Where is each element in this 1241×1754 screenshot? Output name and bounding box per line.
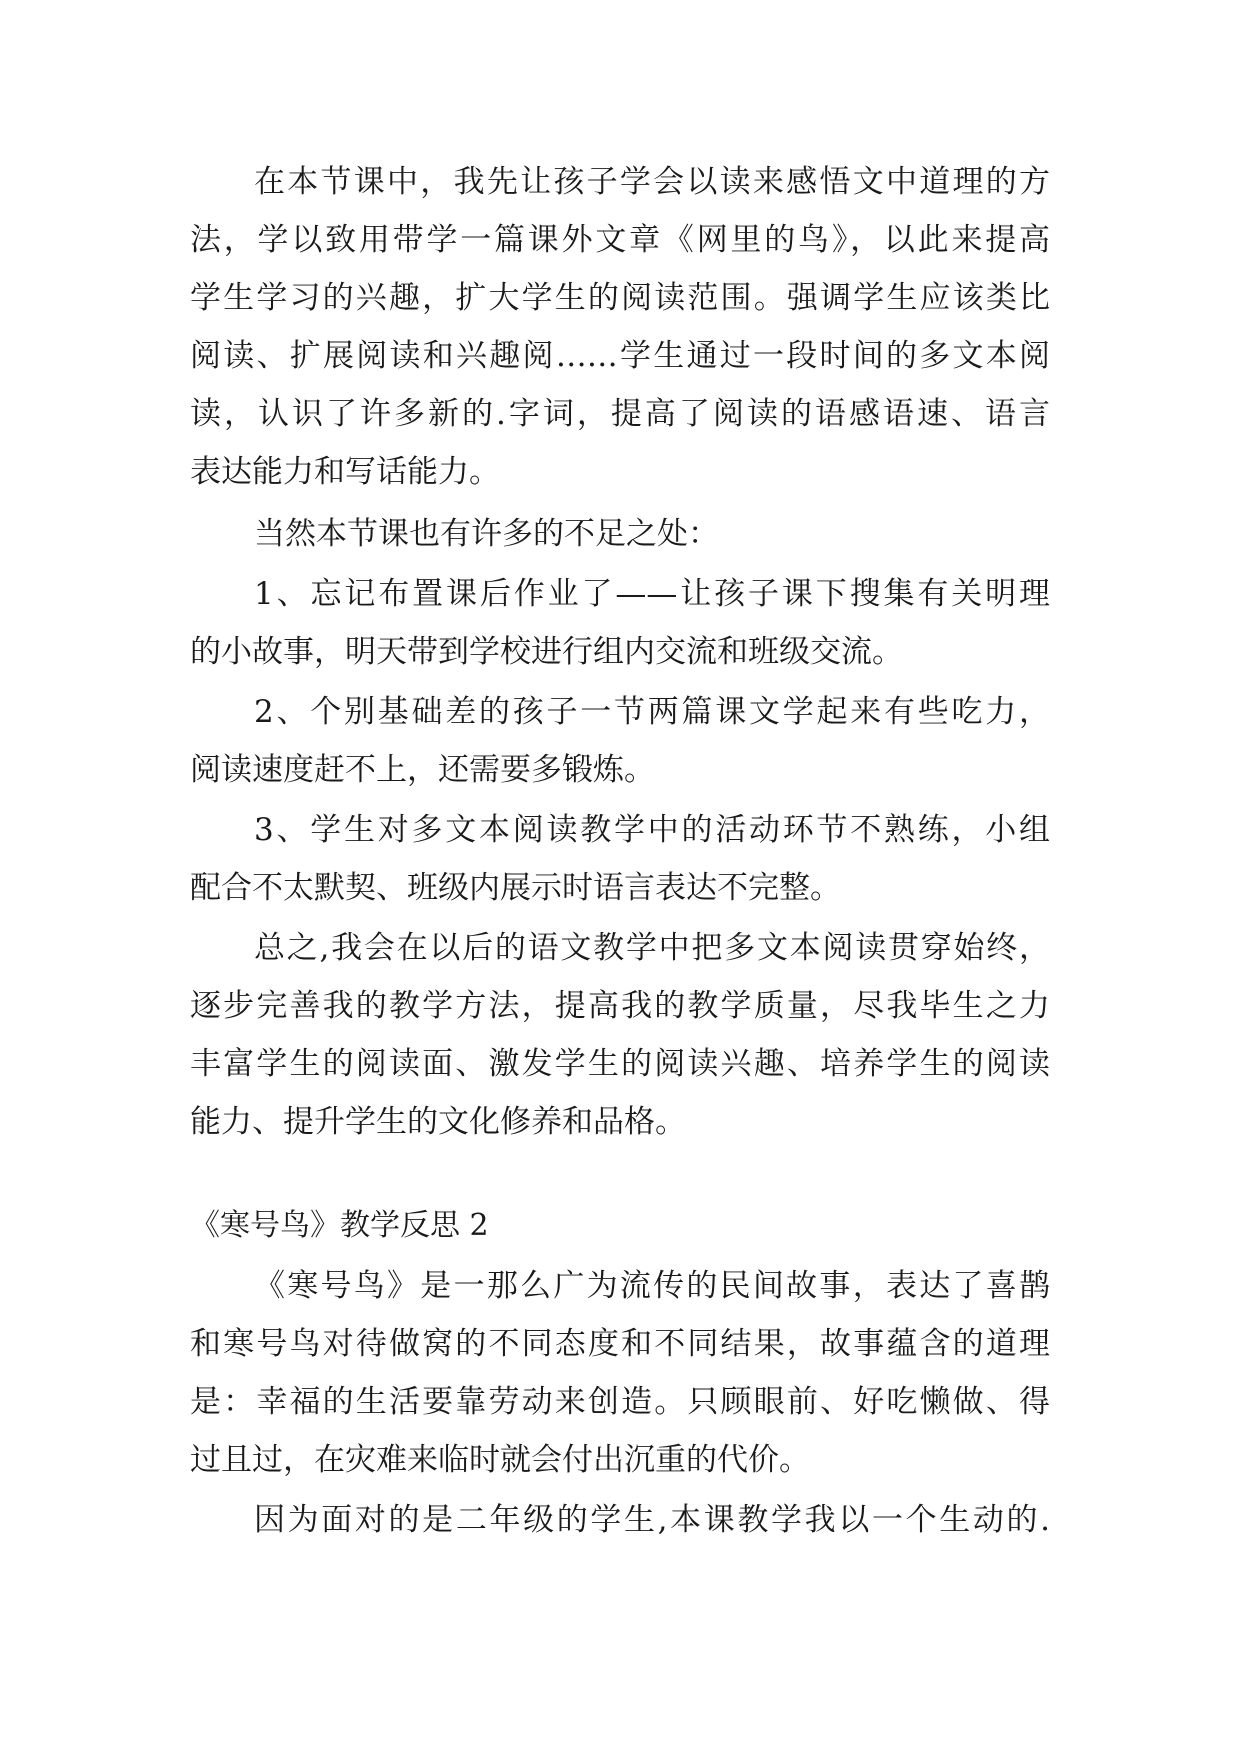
paragraph-1-line-2: 法，学以致用带学一篇课外文章《网里的鸟》，以此来提高 (190, 222, 1050, 258)
list-item-2-line-2: 阅读速度赶不上，还需要多锻炼。 (190, 752, 655, 788)
paragraph-4-line-1: 《寒号鸟》是一那么广为流传的民间故事，表达了喜鹊 (254, 1268, 1050, 1304)
list-item-1-line-2: 的小故事，明天带到学校进行组内交流和班级交流。 (190, 634, 903, 670)
paragraph-1-line-3: 学生学习的兴趣，扩大学生的阅读范围。强调学生应该类比 (190, 280, 1050, 316)
paragraph-4-line-3: 是：幸福的生活要靠劳动来创造。只顾眼前、好吃懒做、得 (190, 1384, 1050, 1420)
paragraph-3-line-2: 逐步完善我的教学方法，提高我的教学质量，尽我毕生之力 (190, 988, 1050, 1024)
list-item-2-line-1: 2、个别基础差的孩子一节两篇课文学起来有些吃力， (254, 694, 1050, 730)
paragraph-1-line-5: 读，认识了许多新的.字词，提高了阅读的语感语速、语言 (190, 396, 1050, 432)
section-heading: 《寒号鸟》教学反思 2 (190, 1208, 489, 1243)
paragraph-2-line-1: 当然本节课也有许多的不足之处： (254, 516, 719, 552)
paragraph-5-line-1: 因为面对的是二年级的学生,本课教学我以一个生动的. (254, 1502, 1050, 1538)
paragraph-3-line-4: 能力、提升学生的文化修养和品格。 (190, 1104, 686, 1140)
paragraph-4-line-2: 和寒号鸟对待做窝的不同态度和不同结果，故事蕴含的道理 (190, 1326, 1050, 1362)
paragraph-3-line-3: 丰富学生的阅读面、激发学生的阅读兴趣、培养学生的阅读 (190, 1046, 1050, 1082)
list-item-3-line-1: 3、学生对多文本阅读教学中的活动环节不熟练，小组 (254, 812, 1050, 848)
paragraph-4-line-4: 过且过，在灾难来临时就会付出沉重的代价。 (190, 1442, 810, 1478)
paragraph-3-line-1: 总之,我会在以后的语文教学中把多文本阅读贯穿始终， (254, 930, 1050, 966)
list-item-1-line-1: 1、忘记布置课后作业了——让孩子课下搜集有关明理 (254, 576, 1050, 612)
paragraph-1-line-6: 表达能力和写话能力。 (190, 454, 500, 490)
paragraph-1-line-4: 阅读、扩展阅读和兴趣阅……学生通过一段时间的多文本阅 (190, 338, 1050, 374)
list-item-3-line-2: 配合不太默契、班级内展示时语言表达不完整。 (190, 870, 841, 906)
paragraph-1-line-1: 在本节课中，我先让孩子学会以读来感悟文中道理的方 (254, 164, 1050, 200)
